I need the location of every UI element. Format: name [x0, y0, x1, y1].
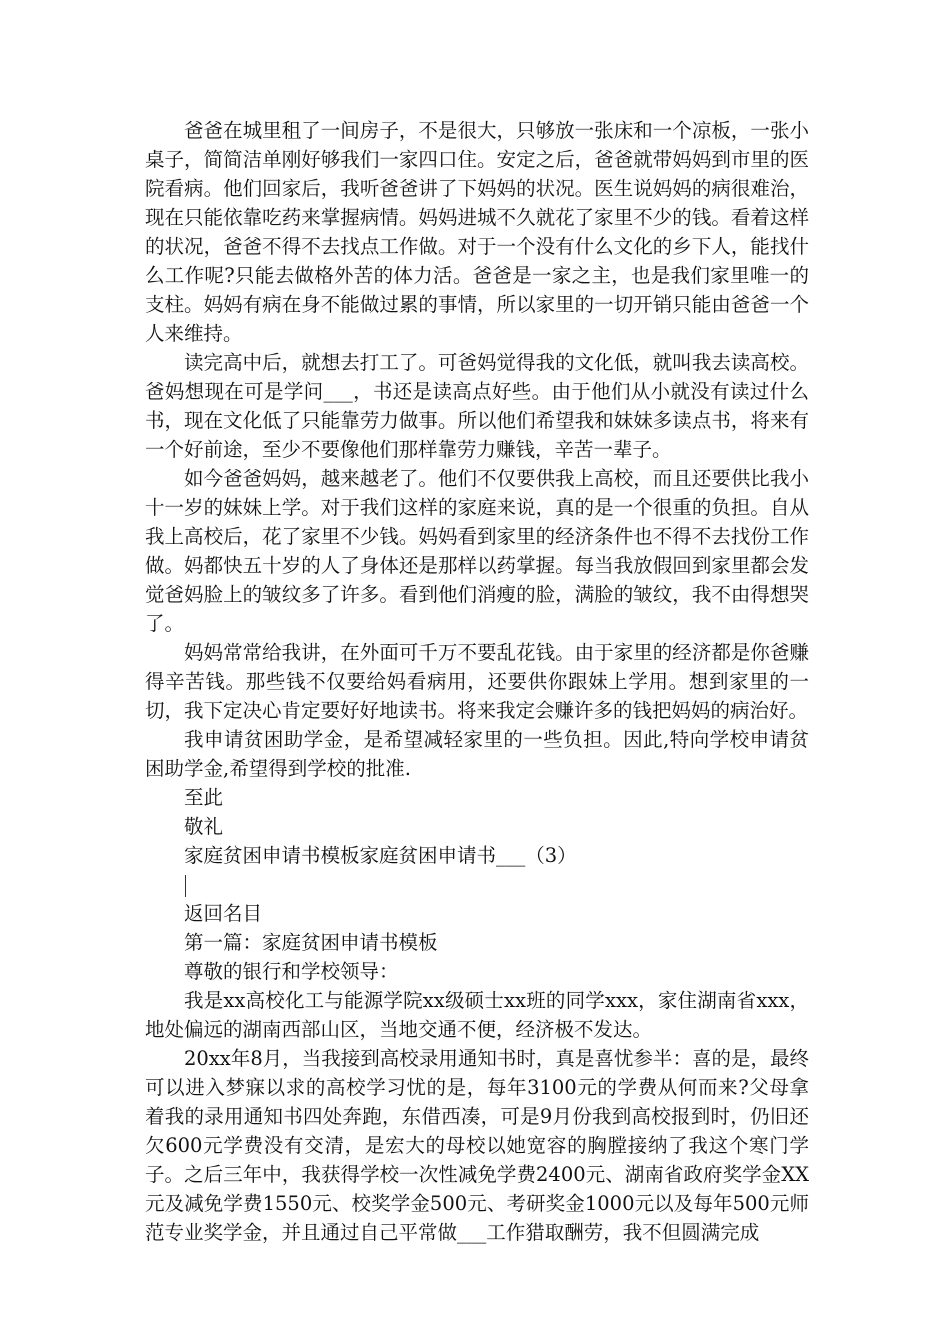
- document-page: [145, 116, 809, 1247]
- salute-line: 敬礼: [184, 815, 224, 838]
- body-paragraph-2: 20xx年8月，当我接到高校录用通知书时，真是喜忧参半：喜的是，最终可以进入梦寐以求的高校学习忧的是，每年3100元的学费从何而来?父母拿着我的录用通知书四处奔跑，东借西凑，可是9月份我到高校报到时，仍旧还欠600元学费没有交清，是宏大的母校以她宽容的胸膛接纳了我这个寒门学子。之后三年中，我获得学校一次性减免学费2400元、湖南省政府奖学金XX元及减免学费1550元、校奖学金500元、考研奖金1000元以及每年500元师范专业奖学金，并且通过自己平常做___工作猎取酬劳，我不但圆满完成: [145, 1047, 809, 1244]
- paragraph-3: 如今爸爸妈妈，越来越老了。他们不仅要供我上高校，而且还要供比我小十一岁的妹妹上学。对于我们这样的家庭来说，真的是一个很重的负担。自从我上高校后，花了家里不少钱。妈妈看到家里的经济条件也不得不去找份工作做。妈都快五十岁的人了身体还是那样以药掌握。每当我放假回到家里都会发觉爸妈脸上的皱纹多了许多。看到他们消瘦的脸，满脸的皱纹，我不由得想哭了。: [145, 467, 809, 635]
- chapter-title: 第一篇：家庭贫困申请书模板: [184, 931, 438, 954]
- separator-bar: [145, 870, 809, 899]
- separator-bar-mark: [185, 875, 186, 897]
- paragraph-2: 读完高中后，就想去打工了。可爸妈觉得我的文化低，就叫我去读高校。爸妈想现在可是学问___，书还是读高点好些。由于他们从小就没有读过什么书，现在文化低了只能靠劳力做事。所以他们希望我和妹妹多读点书，将来有一个好前途，至少不要像他们那样靠劳力赚钱，辛苦一辈子。: [145, 351, 809, 461]
- salutation: 尊敬的银行和学校领导：: [184, 960, 399, 983]
- body-paragraph-1: 我是xx高校化工与能源学院xx级硕士xx班的同学xxx，家住湖南省xxx，地处偏远的湖南西部山区，当地交通不便，经济极不发达。: [145, 989, 809, 1041]
- closing-line: 至此: [184, 786, 224, 809]
- paragraph-1: 爸爸在城里租了一间房子，不是很大，只够放一张床和一个凉板，一张小桌子，简简洁单刚好够我们一家四口住。安定之后，爸爸就带妈妈到市里的医院看病。他们回家后，我听爸爸讲了下妈妈的状况。医生说妈妈的病很难治，现在只能依靠吃药来掌握病情。妈妈进城不久就花了家里不少的钱。看着这样的状况，爸爸不得不去找点工作做。对于一个没有什么文化的乡下人，能找什么工作呢?只能去做格外苦的体力活。爸爸是一家之主，也是我们家里唯一的支柱。妈妈有病在身不能做过累的事情，所以家里的一切开销只能由爸爸一个人来维持。: [145, 119, 809, 345]
- paragraph-5: 我申请贫困助学金，是希望减轻家里的一些负担。因此,特向学校申请贫困助学金,希望得到学校的批准.: [145, 728, 809, 780]
- section-title: 家庭贫困申请书模板家庭贫困申请书___（3）: [184, 844, 577, 867]
- back-to-contents-link[interactable]: 返回名目: [184, 902, 263, 925]
- paragraph-4: 妈妈常常给我讲，在外面可千万不要乱花钱。由于家里的经济都是你爸赚得辛苦钱。那些钱不仅要给妈看病用，还要供你跟妹上学用。想到家里的一切，我下定决心肯定要好好地读书。将来我定会赚许多的钱把妈妈的病治好。: [145, 641, 809, 722]
